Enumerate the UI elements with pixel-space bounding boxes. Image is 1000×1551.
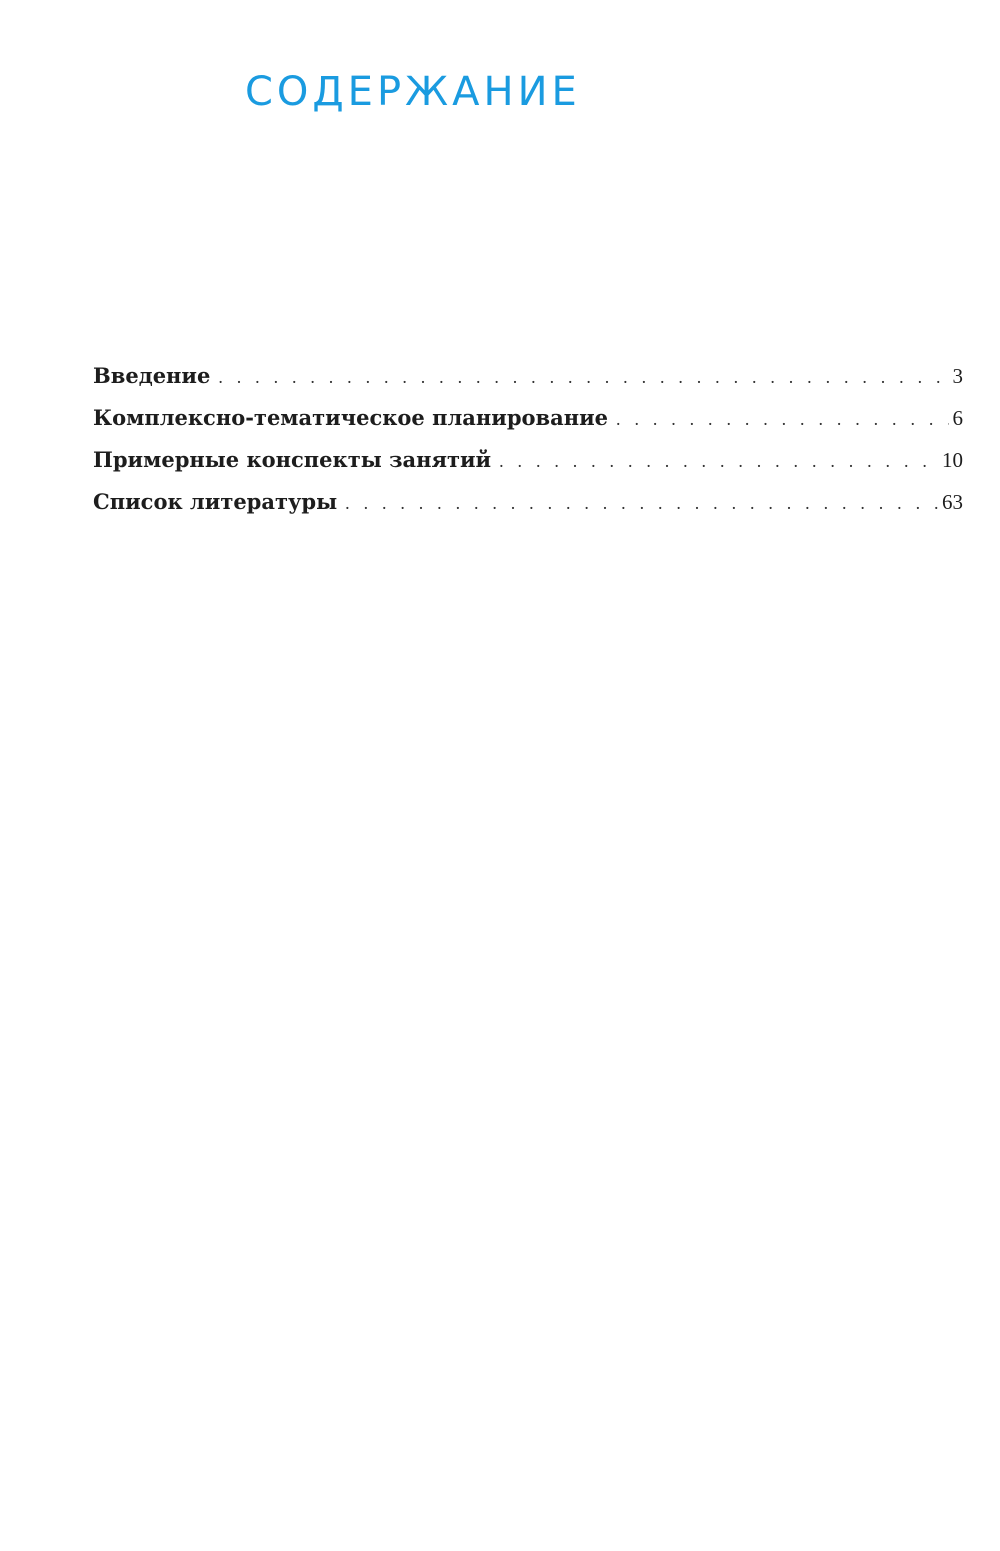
toc-page-number: 3 — [952, 364, 963, 388]
table-of-contents — [93, 358, 963, 526]
toc-entry-title: Комплексно-тематическое планирование — [93, 405, 609, 430]
toc-entry-planning[interactable] — [93, 400, 963, 442]
toc-entry-bibliography[interactable] — [93, 484, 963, 526]
toc-dot-leader — [218, 359, 948, 395]
toc-entry-lesson-notes[interactable] — [93, 442, 963, 484]
toc-page-number: 6 — [952, 406, 963, 430]
toc-entry-title: Примерные конспекты занятий — [93, 447, 492, 472]
toc-dot-leader — [345, 485, 938, 521]
toc-page-number: 10 — [942, 448, 963, 472]
toc-entry-introduction[interactable] — [93, 358, 963, 400]
toc-entry-title: Введение — [93, 363, 211, 388]
toc-entry-title: Список литературы — [93, 489, 338, 514]
toc-page-number: 63 — [942, 490, 963, 514]
toc-dot-leader — [499, 443, 938, 479]
page-title: СОДЕРЖАНИЕ — [245, 69, 581, 115]
toc-dot-leader — [616, 401, 948, 437]
